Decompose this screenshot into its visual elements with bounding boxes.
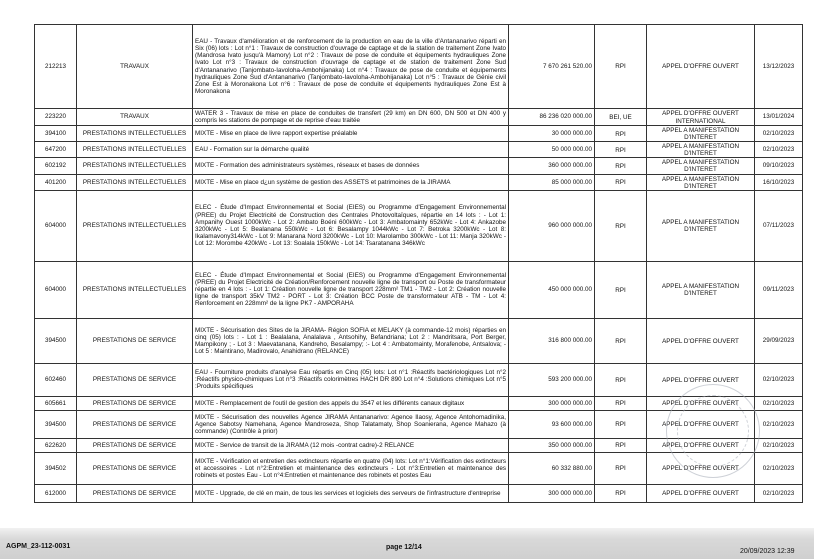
row-funding-source (595, 142, 647, 158)
row-date (755, 142, 803, 158)
row-type-text: TRAVAUX (120, 113, 149, 121)
row-code (35, 142, 77, 158)
row-date-text: 07/11/2023 (762, 222, 795, 230)
row-amount-text: 85 000 000.00 (551, 178, 592, 186)
row-date (755, 190, 803, 261)
row-amount (509, 25, 595, 109)
row-type (77, 484, 193, 502)
row-type-text: PRESTATIONS DE SERVICE (92, 376, 177, 384)
row-object (193, 484, 509, 502)
row-procurement-method (647, 126, 755, 142)
row-procurement-method-text: APPEL D'OFFRE OUVERT (662, 490, 739, 498)
row-code-text: 394502 (44, 464, 66, 472)
row-object-text: MIXTE - Formation des administrateurs systèmes, réseaux et bases de données (195, 162, 420, 170)
row-object (193, 158, 509, 174)
row-date-text: 02/10/2023 (762, 464, 795, 472)
row-procurement-method (647, 261, 755, 318)
row-amount-text: 30 000 000.00 (551, 130, 592, 138)
row-object (193, 190, 509, 261)
row-type-text: PRESTATIONS DE SERVICE (92, 420, 177, 428)
row-funding-source-text: RPI (615, 442, 626, 450)
row-date (755, 410, 803, 438)
document-reference: AGPM_23-112-0031 (6, 543, 71, 550)
row-funding-source (595, 190, 647, 261)
row-date (755, 484, 803, 502)
row-funding-source (595, 452, 647, 484)
row-amount (509, 438, 595, 452)
row-type (77, 190, 193, 261)
row-object-text: MIXTE - Remplacement de l'outil de gestion des appels du 3547 et les différents canaux digitaux (195, 399, 465, 407)
row-object (193, 438, 509, 452)
row-code (35, 261, 77, 318)
row-funding-source (595, 363, 647, 396)
row-procurement-method-text: APPEL D'OFFRE OUVERT (662, 337, 739, 345)
row-amount (509, 126, 595, 142)
row-date-text: 29/09/2023 (762, 337, 795, 345)
row-type (77, 396, 193, 410)
row-code (35, 126, 77, 142)
row-date-text: 09/11/2023 (762, 286, 795, 294)
row-object-text: EAU - Fourniture produits d'analyse Eau répartis en Cinq (05) lots: Lot n°1 :Réactifs bactériologiques Lot n°2 :Réactifs physico-chimiques Lot n°3 :Réactifs colorimètres HACH DR 890 Lot n°4 :Solutions chimiques Lot n°5 :Produits spécifiques (195, 369, 506, 391)
row-code (35, 410, 77, 438)
row-code (35, 109, 77, 126)
row-amount (509, 158, 595, 174)
row-amount-text: 316 800 000.00 (548, 337, 592, 345)
row-code (35, 158, 77, 174)
row-code-text: 212213 (44, 62, 66, 70)
row-object-text: MIXTE - Mise en place de livre rapport expertise préalable (195, 130, 358, 138)
row-funding-source-text: RPI (615, 421, 626, 429)
row-object (193, 261, 509, 318)
row-procurement-method-text: APPEL A MANIFESTATION D'INTERET (661, 175, 740, 190)
table-row (35, 126, 803, 142)
row-funding-source-text: RPI (615, 465, 626, 473)
row-funding-source-text: RPI (615, 400, 626, 408)
row-procurement-method-text: APPEL D'OFFRE OUVERT (662, 465, 739, 473)
row-funding-source (595, 438, 647, 452)
row-funding-source (595, 126, 647, 142)
row-amount (509, 174, 595, 190)
row-procurement-method-text: APPEL A MANIFESTATION D'INTERET (661, 283, 740, 298)
row-type (77, 158, 193, 174)
row-amount (509, 261, 595, 318)
row-date (755, 318, 803, 363)
row-type-text: PRESTATIONS INTELLECTUELLES (82, 162, 187, 170)
row-type-text: PRESTATIONS INTELLECTUELLES (82, 286, 187, 294)
row-amount-text: 593 200 000.00 (548, 376, 592, 384)
row-object (193, 396, 509, 410)
row-amount-text: 86 236 020 000.00 (539, 113, 592, 121)
row-amount-text: 450 000 000.00 (548, 286, 592, 294)
page-number: page 12/14 (386, 544, 422, 551)
row-type-text: PRESTATIONS DE SERVICE (92, 441, 177, 449)
row-date-text: 13/12/2023 (762, 62, 795, 70)
table-row (35, 174, 803, 190)
row-code (35, 25, 77, 109)
row-type (77, 261, 193, 318)
row-code (35, 484, 77, 502)
row-code (35, 363, 77, 396)
row-date (755, 174, 803, 190)
row-date-text: 02/10/2023 (762, 399, 795, 407)
row-funding-source (595, 174, 647, 190)
row-amount (509, 410, 595, 438)
row-object-text: EAU - Formation sur la démarche qualité (195, 146, 310, 154)
row-date (755, 438, 803, 452)
row-type-text: PRESTATIONS INTELLECTUELLES (82, 222, 187, 230)
row-amount-text: 50 000 000.00 (551, 146, 592, 154)
row-type-text: PRESTATIONS INTELLECTUELLES (82, 146, 187, 154)
row-procurement-method-text: APPEL D'OFFRE OUVERT (662, 400, 739, 408)
row-type-text: PRESTATIONS DE SERVICE (92, 337, 177, 345)
row-code (35, 438, 77, 452)
row-amount (509, 363, 595, 396)
row-amount-text: 7 670 261 520.00 (542, 62, 592, 70)
row-code (35, 318, 77, 363)
row-object (193, 142, 509, 158)
row-funding-source-text: RPI (615, 162, 626, 170)
row-funding-source (595, 109, 647, 126)
row-code-text: 394100 (44, 130, 66, 138)
row-date-text: 02/10/2023 (762, 130, 795, 138)
row-code-text: 401200 (44, 178, 66, 186)
row-type (77, 109, 193, 126)
row-code-text: 622620 (44, 441, 66, 449)
row-type (77, 452, 193, 484)
row-date-text: 02/10/2023 (762, 376, 795, 384)
row-amount (509, 318, 595, 363)
row-procurement-method-text: APPEL D'OFFRE OUVERT (662, 376, 739, 384)
row-date (755, 363, 803, 396)
row-object (193, 25, 509, 109)
row-procurement-method (647, 484, 755, 502)
table-row (35, 190, 803, 261)
row-object-text: MIXTE - Sécurisation des Sites de la JIRAMA- Région SOFIA et MELAKY (à commande-12 mois) réparties en cinq (05) lots : - Lot 1 : Bealalana, Analalava , Antsohihy, Befandriana; Lot 2 : Mandritsara, Port Berger, Mampikony ; - Lot 3 : Maevatanana, Kandreho, Besalampy; :- Lot 4 : Ambatomainty, Morafenobe, Antsalova; - Lot 5 : Maintirano, Madirovalo, Anahidrano (RELANCE) (195, 326, 506, 355)
row-funding-source (595, 484, 647, 502)
table-row (35, 318, 803, 363)
row-procurement-method (647, 174, 755, 190)
row-procurement-method-text: APPEL D'OFFRE OUVERT (662, 421, 739, 429)
row-date (755, 126, 803, 142)
table-row (35, 484, 803, 502)
row-code-text: 394500 (44, 337, 66, 345)
row-procurement-method-text: APPEL D'OFFRE OUVERT (662, 442, 739, 450)
row-funding-source (595, 410, 647, 438)
print-timestamp: 20/09/2023 12:39 (740, 548, 795, 555)
row-funding-source-text: RPI (615, 130, 626, 138)
row-procurement-method-text: APPEL A MANIFESTATION D'INTERET (661, 127, 740, 142)
row-amount (509, 109, 595, 126)
row-date (755, 109, 803, 126)
row-date (755, 396, 803, 410)
row-funding-source (595, 261, 647, 318)
row-type (77, 174, 193, 190)
row-object-text: ELEC - Étude d'Impact Environnemental et Social (EIES) ou Programme d'Engagement Environnemental (PREE) du Projet Electricité de Création/Renforcement nouvelle ligne de transport ou Poste de transformateur répartie en 4 lots : - Lot 1: Création nouvelle ligne de transport 228mm² TM1 - TM2 - Lot 2: Création nouvelle ligne de transport 35kV TM2 - PORT - Lot 3: Création BCC Poste de transformateur ATB - TM - Lot 4: Renforcement en 228mm² de la ligne PK7 - AMPORAHA (195, 272, 506, 308)
row-type (77, 142, 193, 158)
row-object (193, 126, 509, 142)
row-type (77, 410, 193, 438)
row-object-text: MIXTE - Service de transit de la JIRAMA (12 mois -contrat cadre)-2 RELANCE (195, 441, 415, 449)
row-type (77, 25, 193, 109)
row-procurement-method (647, 318, 755, 363)
row-funding-source (595, 318, 647, 363)
row-code-text: 602460 (44, 376, 66, 384)
row-amount (509, 452, 595, 484)
row-object (193, 174, 509, 190)
row-funding-source (595, 396, 647, 410)
row-date-text: 02/10/2023 (762, 420, 795, 428)
row-date (755, 25, 803, 109)
row-amount-text: 960 000 000.00 (548, 222, 592, 230)
row-date-text: 02/10/2023 (762, 489, 795, 497)
row-funding-source-text: RPI (615, 490, 626, 498)
row-code-text: 604000 (44, 222, 66, 230)
row-type (77, 363, 193, 396)
row-code (35, 452, 77, 484)
row-amount-text: 93 600 000.00 (551, 420, 592, 428)
row-type-text: PRESTATIONS DE SERVICE (92, 464, 177, 472)
row-date (755, 452, 803, 484)
table-row (35, 261, 803, 318)
row-procurement-method (647, 158, 755, 174)
table-row (35, 109, 803, 126)
official-stamp (666, 384, 760, 478)
table-row (35, 158, 803, 174)
row-object (193, 363, 509, 396)
row-code-text: 394500 (44, 420, 66, 428)
row-code-text: 605661 (44, 399, 66, 407)
row-procurement-method-text: APPEL A MANIFESTATION D'INTERET (661, 219, 740, 234)
row-object (193, 452, 509, 484)
row-date-text: 13/01/2024 (762, 113, 795, 121)
row-type-text: PRESTATIONS INTELLECTUELLES (82, 130, 187, 138)
row-procurement-method (647, 25, 755, 109)
row-amount (509, 484, 595, 502)
row-amount (509, 190, 595, 261)
row-code-text: 604000 (44, 286, 66, 294)
row-amount (509, 396, 595, 410)
row-type (77, 126, 193, 142)
row-amount-text: 350 000 000.00 (548, 441, 592, 449)
row-amount (509, 142, 595, 158)
row-date (755, 261, 803, 318)
row-type-text: PRESTATIONS DE SERVICE (92, 399, 177, 407)
row-code (35, 174, 77, 190)
row-type (77, 318, 193, 363)
row-code (35, 190, 77, 261)
row-date-text: 02/10/2023 (762, 146, 795, 154)
row-funding-source-text: RPI (615, 222, 626, 230)
table-row (35, 142, 803, 158)
row-code (35, 396, 77, 410)
row-object-text: MIXTE - Vérification et entretien des extincteurs répartie en quatre (04) lots: Lot n°1:Vérification des extincteurs et accessoires - Lot n°2:Entretien et maintenance des extincteurs - Lot n°3:Entretien et maintenance des robinets et postes Eau - Lot n°4:Entretien et maintenance des robinets et postes Eau (195, 457, 506, 479)
row-object-text: WATER 3 - Travaux de mise en place de conduites de transfert (29 km) en DN 600, DN 500 et DN 400 y compris les stations de pompage et de reprise d'eau traitée (195, 109, 506, 124)
row-amount-text: 60 332 880.00 (551, 464, 592, 472)
row-type-text: PRESTATIONS INTELLECTUELLES (82, 178, 187, 186)
row-procurement-method (647, 142, 755, 158)
row-funding-source (595, 25, 647, 109)
row-procurement-method-text: APPEL D'OFFRE OUVERT (662, 63, 739, 71)
row-funding-source-text: BEI, UE (609, 113, 632, 121)
row-code-text: 223220 (44, 113, 66, 121)
row-date-text: 16/10/2023 (762, 178, 795, 186)
row-code-text: 612000 (44, 489, 66, 497)
row-object-text: EAU - Travaux d'amélioration et de renforcement de la production en eau de la ville d'Antananarivo réparti en Six (06) lots : Lot n°1 : Travaux de construction d'ouvrage de captage et de la station de traitement Zone Ivato (Mandrosa Ivato jusqu'à Mamory) Lot n°2 : Travaux de pose de conduite et équipements hydrauliques Zone Ivato Lot n°3 : Travaux de construction d'ouvrage de captage et de station de traitement Zone Sud d'Antananarivo (Tanjombato-Iavoloha-Ambohijanaka) Lot n°4 : Travaux de pose de conduite et équipements hydrauliques Zone Sud d'Antananarivo (Tanjombato-Iavoloha-Ambohijanaka) Lot n°5 : Travaux de Génie civil Zone Est à Moronakona Lot n°6 : Travaux de pose de conduite et équipements hydrauliques Zone Est à Moronakona (195, 38, 506, 95)
row-procurement-method-text: APPEL A MANIFESTATION D'INTERET (661, 159, 740, 174)
row-funding-source-text: RPI (615, 376, 626, 384)
row-object-text: ELEC - Étude d'Impact Environnemental et Social (EIES) ou Programme d'Engagement Environnemental (PREE) du Projet Electricité de Construction des Centrales Photovoltaïques, répartie en 14 lots : - Lot 1: Ampanihy Ouest 1000kWc - Lot 2: Ambato Boéni 600kWc - Lot 3: Ambatomainty 652kWc - Lot 4: Ankazobe 3200kWc - Lot 5: Bealanana 550kWc - Lot 6: Besalampy 1044kWc - Lot 7: Betroka 3200kWc - Lot 8: Ikalamavony314kWc - Lot 9: Manarana Nord 3200kWc - Lot 10: Marolambo 300kWc - Lot 11: Manja 320kWc - Lot 12: Morombe 420kWc - Lot 13: Soalala 150kWc - Lot 14: Tsaratanana 346kWc (195, 204, 506, 247)
row-date (755, 158, 803, 174)
row-object-text: MIXTE - Sécurisation des nouvelles Agence JIRAMA Antananarivo: Agence Ilaosy, Agence Antohomadinika, Agence Sabotsy Namehana, Agence Mandroseza, Shop Talatamaty, Shop Soanierana, Agence Mahazo (à commande) (Contrôle à prior) (195, 413, 506, 435)
row-object-text: MIXTE - Mise en place d¿un système de gestion des ASSETS et patrimoines de la JIRAMA (195, 178, 451, 186)
row-funding-source-text: RPI (615, 146, 626, 154)
row-type-text: TRAVAUX (120, 62, 149, 70)
row-object-text: MIXTE - Upgrade, de clé en main, de tous les services et logiciels des serveurs de l'infrastructure d'entreprise (195, 489, 501, 497)
row-date-text: 09/10/2023 (762, 162, 795, 170)
row-funding-source-text: RPI (615, 337, 626, 345)
row-code-text: 602192 (44, 162, 66, 170)
row-date-text: 02/10/2023 (762, 441, 795, 449)
row-funding-source (595, 158, 647, 174)
row-object (193, 410, 509, 438)
row-object (193, 109, 509, 126)
table-row (35, 25, 803, 109)
row-procurement-method-text: APPEL D'OFFRE OUVERT INTERNATIONAL (662, 110, 739, 125)
row-code-text: 647200 (44, 146, 66, 154)
row-procurement-method-text: APPEL A MANIFESTATION D'INTERET (661, 143, 740, 158)
row-procurement-method (647, 109, 755, 126)
row-procurement-method (647, 190, 755, 261)
row-object (193, 318, 509, 363)
row-funding-source-text: RPI (615, 63, 626, 71)
row-amount-text: 360 000 000.00 (548, 162, 592, 170)
row-funding-source-text: RPI (615, 179, 626, 187)
row-type-text: PRESTATIONS DE SERVICE (92, 489, 177, 497)
row-amount-text: 300 000 000.00 (548, 399, 592, 407)
row-funding-source-text: RPI (615, 286, 626, 294)
row-type (77, 438, 193, 452)
row-amount-text: 300 000 000.00 (548, 489, 592, 497)
